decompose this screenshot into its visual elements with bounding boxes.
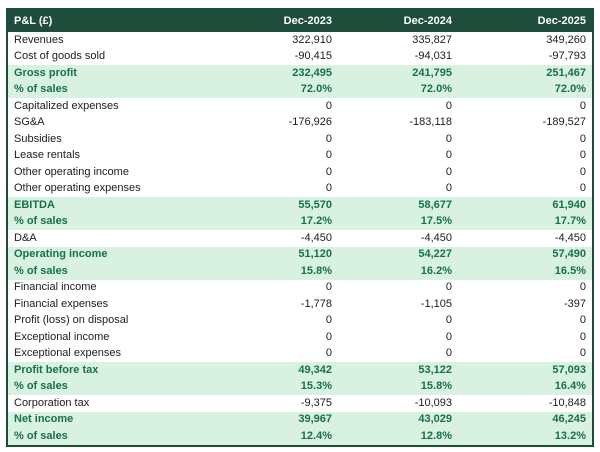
pnl-forecast-table — [8, 10, 592, 445]
table-row — [8, 230, 592, 247]
row-value: 17.5% — [338, 214, 458, 231]
table-row — [8, 346, 592, 363]
row-value: 58,677 — [338, 197, 458, 214]
table-row — [8, 428, 592, 445]
row-label: D&A — [8, 230, 206, 247]
table-row — [8, 131, 592, 148]
row-value: 232,495 — [206, 65, 338, 82]
row-label: Profit (loss) on disposal — [8, 313, 206, 330]
row-value: -397 — [458, 296, 592, 313]
row-value: 0 — [458, 280, 592, 297]
row-label: % of sales — [8, 82, 206, 99]
row-value: -10,093 — [338, 395, 458, 412]
table-row — [8, 148, 592, 165]
row-value: 0 — [458, 98, 592, 115]
table-row — [8, 280, 592, 297]
table-row — [8, 214, 592, 231]
row-value: -94,031 — [338, 49, 458, 66]
row-value: 43,029 — [338, 412, 458, 429]
row-value: 54,227 — [338, 247, 458, 264]
row-label: EBITDA — [8, 197, 206, 214]
row-value: 0 — [206, 98, 338, 115]
row-value: 16.2% — [338, 263, 458, 280]
row-value: 241,795 — [338, 65, 458, 82]
table-row — [8, 49, 592, 66]
row-value: 251,467 — [458, 65, 592, 82]
row-value: 16.5% — [458, 263, 592, 280]
row-value: -9,375 — [206, 395, 338, 412]
row-value: 335,827 — [338, 32, 458, 49]
table-row — [8, 313, 592, 330]
row-value: 0 — [458, 313, 592, 330]
row-label: Lease rentals — [8, 148, 206, 165]
row-value: 61,940 — [458, 197, 592, 214]
row-value: 0 — [338, 280, 458, 297]
row-value: 0 — [458, 346, 592, 363]
table-row — [8, 181, 592, 198]
row-value: 15.8% — [338, 379, 458, 396]
row-label: Exceptional expenses — [8, 346, 206, 363]
row-value: -10,848 — [458, 395, 592, 412]
column-header-dec-2024: Dec-2024 — [338, 10, 458, 32]
table-row — [8, 379, 592, 396]
table-row — [8, 98, 592, 115]
row-value: 57,093 — [458, 362, 592, 379]
row-value: 0 — [338, 329, 458, 346]
row-value: -90,415 — [206, 49, 338, 66]
row-label: Profit before tax — [8, 362, 206, 379]
column-header-dec-2025: Dec-2025 — [458, 10, 592, 32]
row-value: 15.3% — [206, 379, 338, 396]
row-label: Revenues — [8, 32, 206, 49]
row-value: 13.2% — [458, 428, 592, 445]
table-row — [8, 82, 592, 99]
row-label: Net income — [8, 412, 206, 429]
row-value: 0 — [206, 164, 338, 181]
row-value: 0 — [206, 131, 338, 148]
row-value: 46,245 — [458, 412, 592, 429]
row-value: 15.8% — [206, 263, 338, 280]
table-title: P&L (£) — [8, 10, 206, 32]
row-value: 0 — [458, 164, 592, 181]
row-value: 72.0% — [338, 82, 458, 99]
row-label: Gross profit — [8, 65, 206, 82]
pnl-table — [6, 8, 594, 447]
row-label: Operating income — [8, 247, 206, 264]
table-row — [8, 164, 592, 181]
row-value: 49,342 — [206, 362, 338, 379]
row-label: Other operating income — [8, 164, 206, 181]
row-value: 0 — [206, 313, 338, 330]
row-value: 17.2% — [206, 214, 338, 231]
row-label: % of sales — [8, 214, 206, 231]
table-row — [8, 362, 592, 379]
row-value: 39,967 — [206, 412, 338, 429]
row-value: 0 — [458, 181, 592, 198]
row-value: -1,105 — [338, 296, 458, 313]
row-label: Subsidies — [8, 131, 206, 148]
row-label: % of sales — [8, 379, 206, 396]
row-value: 0 — [458, 148, 592, 165]
row-label: Cost of goods sold — [8, 49, 206, 66]
table-row — [8, 395, 592, 412]
row-value: 349,260 — [458, 32, 592, 49]
table-row — [8, 65, 592, 82]
row-value: 72.0% — [206, 82, 338, 99]
row-value: -183,118 — [338, 115, 458, 132]
row-label: Capitalized expenses — [8, 98, 206, 115]
row-value: 0 — [458, 329, 592, 346]
row-value: 72.0% — [458, 82, 592, 99]
column-header-dec-2023: Dec-2023 — [206, 10, 338, 32]
row-value: 0 — [206, 181, 338, 198]
row-value: 0 — [206, 280, 338, 297]
table-row — [8, 412, 592, 429]
row-value: -4,450 — [338, 230, 458, 247]
table-row — [8, 32, 592, 49]
row-value: 0 — [458, 131, 592, 148]
header-row — [8, 10, 592, 32]
row-value: -4,450 — [458, 230, 592, 247]
row-label: Other operating expenses — [8, 181, 206, 198]
row-value: 322,910 — [206, 32, 338, 49]
row-value: 51,120 — [206, 247, 338, 264]
row-value: 57,490 — [458, 247, 592, 264]
row-label: % of sales — [8, 263, 206, 280]
row-value: 0 — [338, 148, 458, 165]
row-label: Corporation tax — [8, 395, 206, 412]
row-label: Financial income — [8, 280, 206, 297]
row-value: 0 — [338, 98, 458, 115]
row-value: 12.4% — [206, 428, 338, 445]
row-value: 0 — [206, 346, 338, 363]
row-value: 53,122 — [338, 362, 458, 379]
table-row — [8, 263, 592, 280]
row-value: -97,793 — [458, 49, 592, 66]
row-label: Exceptional income — [8, 329, 206, 346]
row-value: 0 — [338, 181, 458, 198]
row-value: 17.7% — [458, 214, 592, 231]
row-value: -1,778 — [206, 296, 338, 313]
row-value: 16.4% — [458, 379, 592, 396]
row-value: -4,450 — [206, 230, 338, 247]
row-label: SG&A — [8, 115, 206, 132]
row-label: Financial expenses — [8, 296, 206, 313]
row-value: -176,926 — [206, 115, 338, 132]
row-value: 12.8% — [338, 428, 458, 445]
table-row — [8, 115, 592, 132]
table-body — [8, 32, 592, 445]
row-value: 0 — [338, 164, 458, 181]
row-value: 0 — [206, 148, 338, 165]
row-value: 0 — [338, 346, 458, 363]
row-value: 0 — [206, 329, 338, 346]
row-value: 0 — [338, 131, 458, 148]
table-row — [8, 329, 592, 346]
row-value: -189,527 — [458, 115, 592, 132]
row-value: 55,570 — [206, 197, 338, 214]
table-row — [8, 197, 592, 214]
row-label: % of sales — [8, 428, 206, 445]
table-row — [8, 296, 592, 313]
table-row — [8, 247, 592, 264]
row-value: 0 — [338, 313, 458, 330]
